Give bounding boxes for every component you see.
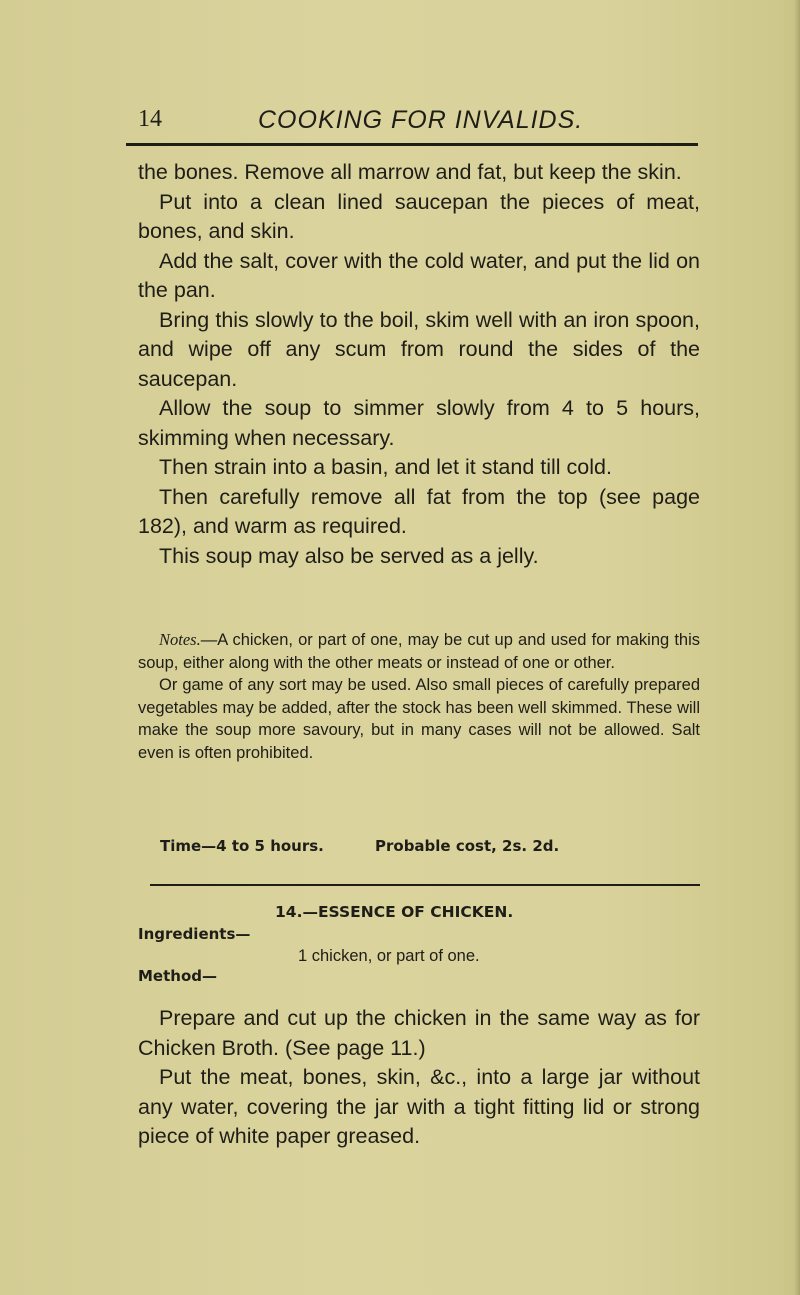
body-text — [138, 158, 700, 571]
body-paragraph: Allow the soup to simmer slowly from 4 to 5 hours, skimming when necessary. — [138, 396, 700, 450]
cost-info: Probable cost, 2s. 2d. — [375, 837, 560, 855]
notes-paragraph — [138, 629, 700, 674]
notes-label: Notes. — [159, 630, 201, 649]
page-number: 14 — [138, 106, 162, 132]
method-text — [138, 1004, 700, 1152]
body-paragraph: Put into a clean lined saucepan the pieces of meat, bones, and skin. — [138, 189, 700, 243]
section-divider — [150, 884, 700, 886]
body-paragraph: Then carefully remove all fat from the top (see page 182), and warm as required. — [138, 484, 700, 538]
notes-section — [138, 629, 700, 764]
notes-text: —A chicken, or part of one, may be cut up and used for making this soup, either along with the other meats or instead of one or other. — [138, 631, 700, 672]
body-paragraph: This soup may also be served as a jelly. — [159, 543, 539, 568]
header-rule — [126, 143, 698, 146]
running-title: COOKING FOR INVALIDS. — [258, 106, 584, 134]
body-paragraph: the bones. Remove all marrow and fat, but keep the skin. — [138, 160, 682, 184]
page-edge-shadow — [794, 0, 800, 1295]
body-paragraph: Bring this slowly to the boil, skim well with an iron spoon, and wipe off any scum from round the sides of the saucepan. — [138, 307, 700, 391]
notes-paragraph: Or game of any sort may be used. Also small pieces of carefully prepared vegetables may be added, after the stock has been well skimmed. These will make the soup more savoury, but in many cases will not be allowed. Salt even is often prohibited. — [138, 676, 700, 762]
method-paragraph: Put the meat, bones, skin, &c., into a large jar without any water, covering the jar with a tight fitting lid or strong piece of white paper greased. — [138, 1065, 700, 1148]
method-paragraph: Prepare and cut up the chicken in the same way as for Chicken Broth. (See page 11.) — [138, 1006, 700, 1060]
time-info: Time—4 to 5 hours. — [160, 837, 324, 855]
body-paragraph: Then strain into a basin, and let it stand till cold. — [159, 455, 612, 479]
method-label: Method— — [138, 967, 217, 985]
ingredients-label: Ingredients— — [138, 925, 251, 943]
page-header — [138, 106, 698, 146]
body-paragraph: Add the salt, cover with the cold water, and put the lid on the pan. — [138, 248, 700, 302]
recipe-title: 14.—ESSENCE OF CHICKEN. — [275, 903, 514, 921]
ingredient-item: 1 chicken, or part of one. — [298, 947, 480, 965]
